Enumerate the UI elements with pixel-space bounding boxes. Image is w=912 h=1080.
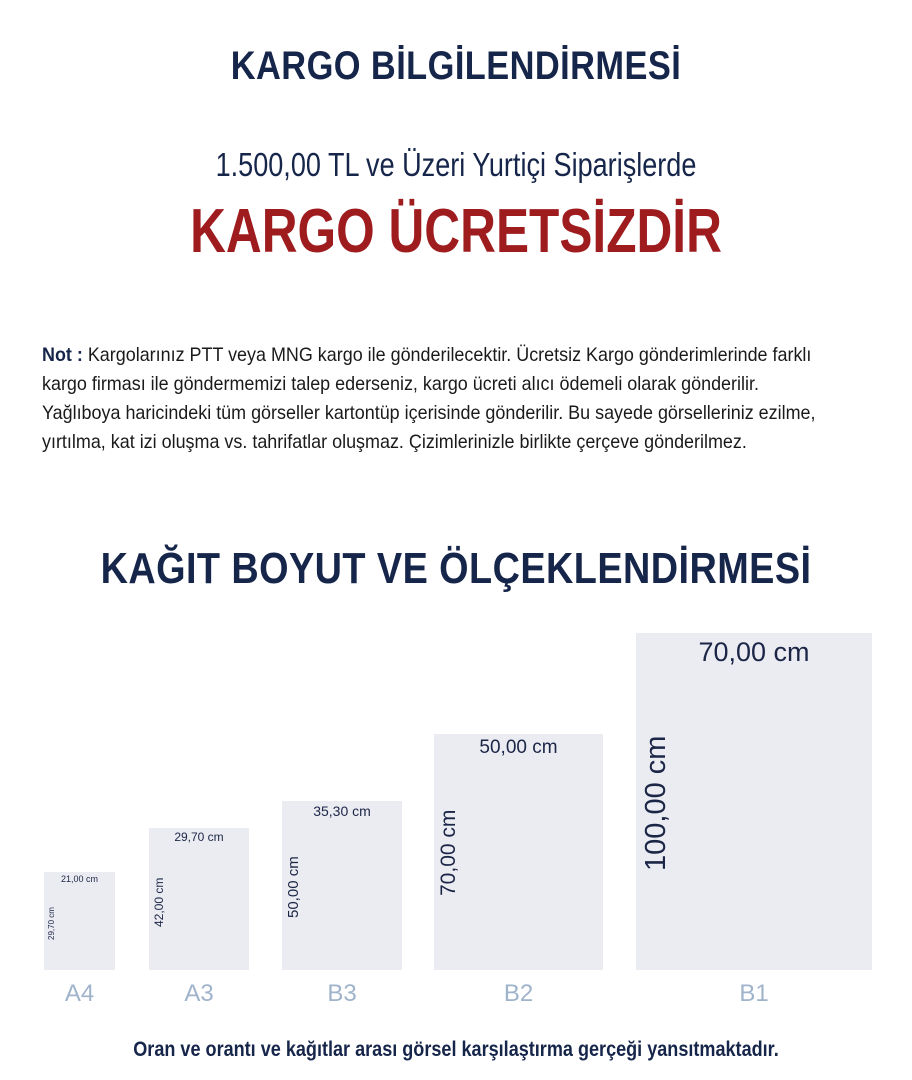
shipping-note <box>42 341 833 457</box>
page-title: KARGO BİLGİLENDİRMESİ <box>230 44 682 88</box>
paper-a3 <box>149 828 249 970</box>
paper-a3-label: A3 <box>184 980 214 1007</box>
paper-b3 <box>282 801 402 970</box>
paper-b2-width: 50,00 cm <box>479 737 558 758</box>
paper-a4 <box>44 872 115 970</box>
paper-a3-width: 29,70 cm <box>174 830 224 844</box>
paper-a4-width: 21,00 cm <box>60 874 99 884</box>
free-shipping-banner: KARGO ÜCRETSİZDİR <box>190 197 722 266</box>
paper-a4-height: 29,70 cm <box>47 907 56 940</box>
paper-b1-width: 70,00 cm <box>698 637 810 667</box>
note-text: Kargolarınız PTT veya MNG kargo ile gönderilecektir. Ücretsiz Kargo gönderimlerinde farklı kargo firması ile göndermemizi talep ederseniz, kargo ücreti alıcı ödemeli olarak gönderilir. Yağlıboya haricindeki tüm görseller kartontüp içerisinde gönderilir. Bu sayede görselleriniz ezilme, yırtılma, kat izi oluşma vs. tahrifatlar oluşmaz. Çizimlerinizle birlikte çerçeve gönderilmez. <box>42 344 816 453</box>
paper-sizes-title: KAĞIT BOYUT VE ÖLÇEKLENDİRMESİ <box>100 544 812 593</box>
paper-b3-label: B3 <box>327 980 357 1007</box>
paper-b2-label: B2 <box>503 980 534 1007</box>
note-label: Not : <box>42 344 83 366</box>
paper-b1-height: 100,00 cm <box>640 735 672 871</box>
paper-b2-height: 70,00 cm <box>437 809 460 896</box>
comparison-footnote: Oran ve orantı ve kağıtlar arası görsel karşılaştırma gerçeği yansıtmaktadır. <box>133 1038 779 1061</box>
paper-b3-height: 50,00 cm <box>285 856 302 918</box>
paper-b3-width: 35,30 cm <box>313 803 371 819</box>
paper-a4-label: A4 <box>64 980 95 1007</box>
paper-b1-label: B1 <box>739 980 769 1007</box>
paper-b1 <box>636 633 872 970</box>
paper-a3-height: 42,00 cm <box>152 877 166 927</box>
shipping-subtitle: 1.500,00 TL ve Üzeri Yurtiçi Siparişlerde <box>215 146 697 183</box>
paper-b2 <box>434 734 603 970</box>
